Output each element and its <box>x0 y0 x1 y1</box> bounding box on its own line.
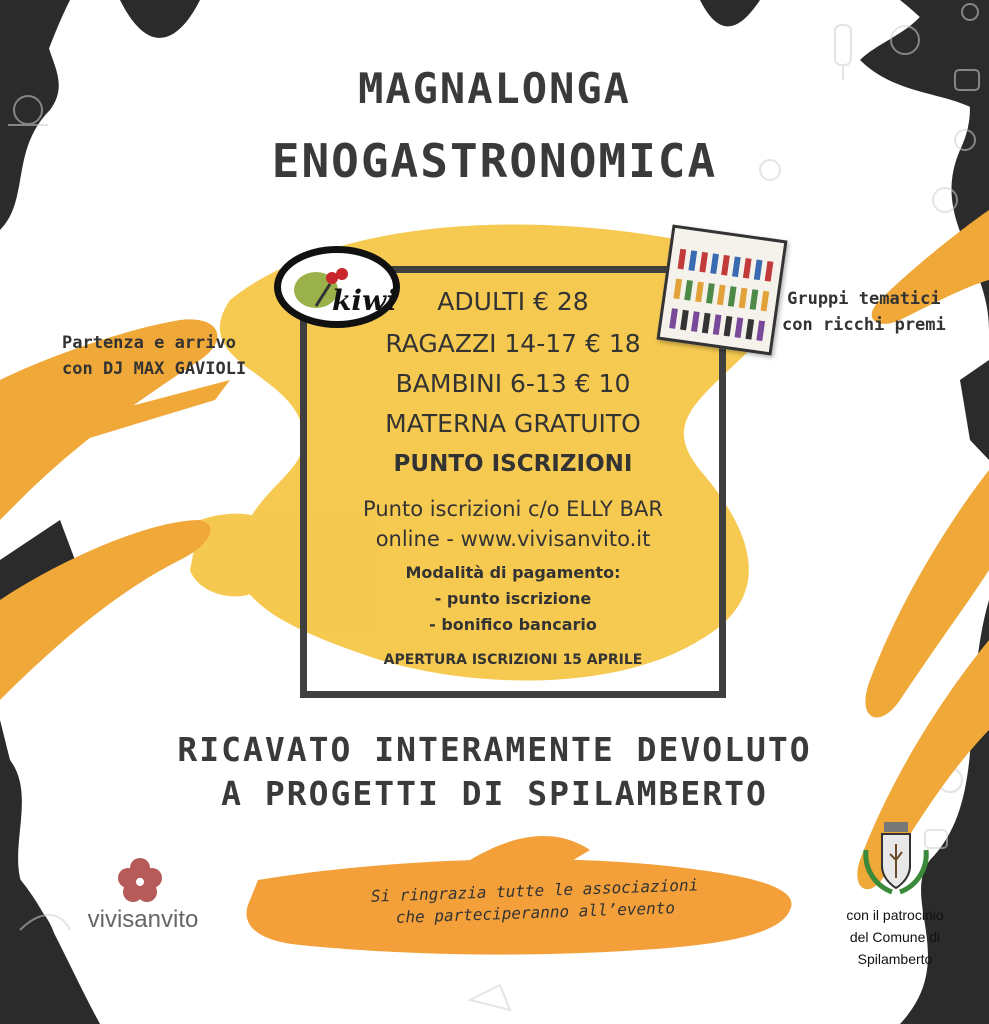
vivisanvito-logo <box>68 856 218 936</box>
payment-option-1: - punto iscrizione <box>434 589 592 608</box>
right-note-line-2: con ricchi premi <box>782 315 946 335</box>
right-note-line-1: Gruppi tematici <box>787 289 941 309</box>
thanks-line-2: che parteciperanno all’evento <box>395 898 676 927</box>
registration-line-1: Punto iscrizioni c/o ELLY BAR <box>363 497 663 521</box>
kiwi-logo-text: kiwi <box>332 284 397 317</box>
registration-opening: APERTURA ISCRIZIONI 15 APRILE <box>383 652 643 668</box>
brand-name: vivisanvito <box>87 906 199 933</box>
title-line-1: MAGNALONGA <box>358 64 631 113</box>
registration-heading: PUNTO ISCRIZIONI <box>393 451 633 477</box>
price-adulti: ADULTI € 28 <box>437 287 589 316</box>
patronage-line-2: del Comune di <box>849 929 941 945</box>
price-bambini: BAMBINI 6-13 € 10 <box>395 369 631 398</box>
patronage-line-3: Spilamberto <box>857 951 933 967</box>
coat-of-arms <box>856 820 936 900</box>
left-note-line-1: Partenza e arrivo <box>62 333 236 353</box>
thanks-line-1: Si ringrazia tutte le associazioni <box>370 875 699 906</box>
proceeds-line-2: A PROGETTI DI SPILAMBERTO <box>221 774 768 813</box>
right-note <box>782 286 946 338</box>
registration-line-2: online - www.vivisanvito.it <box>375 527 651 551</box>
payment-option-2: - bonifico bancario <box>429 615 597 634</box>
payment-heading: Modalità di pagamento: <box>405 563 621 582</box>
patronage-text <box>820 904 970 970</box>
left-note <box>62 330 246 382</box>
proceeds-line-1: RICAVATO INTERAMENTE DEVOLUTO <box>177 730 812 769</box>
price-ragazzi: RAGAZZI 14-17 € 18 <box>385 329 641 358</box>
price-materna: MATERNA GRATUITO <box>385 409 641 438</box>
patronage-line-1: con il patrocinio <box>846 907 944 923</box>
left-note-line-2: con DJ MAX GAVIOLI <box>62 359 247 379</box>
title-line-2: ENOGASTRONOMICA <box>271 134 718 188</box>
flower-icon <box>116 856 164 904</box>
